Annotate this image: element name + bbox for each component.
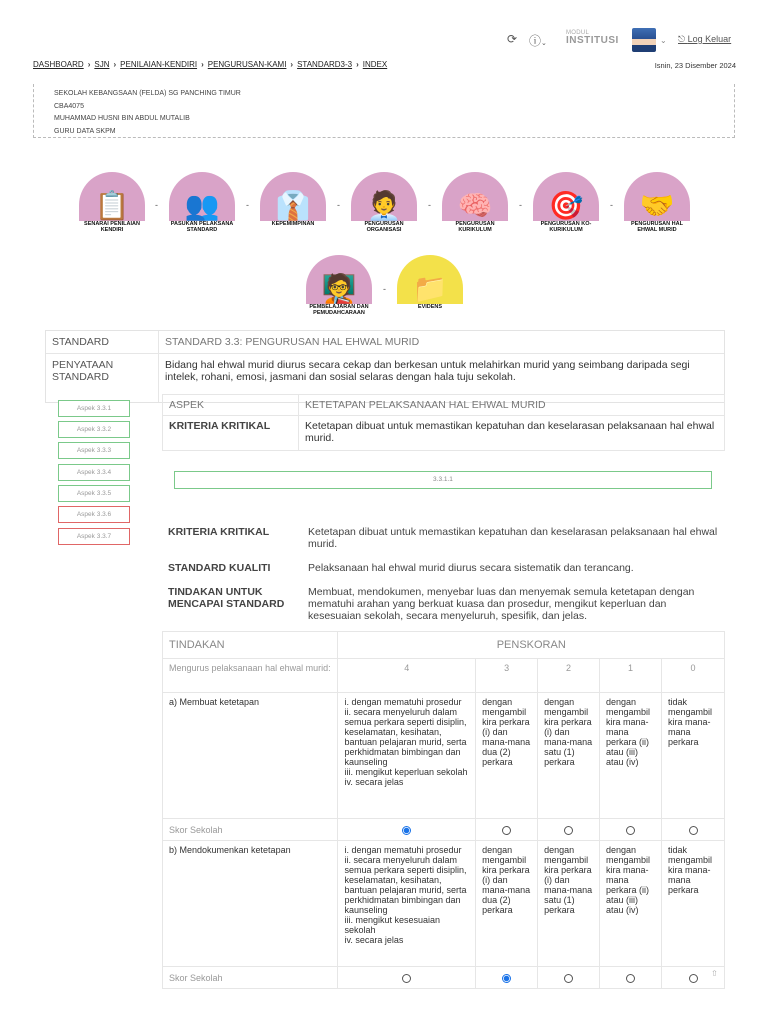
user-name: MUHAMMAD HUSNI BIN ABDUL MUTALIB [54, 115, 190, 122]
breadcrumb-penilaian-kendiri[interactable]: PENILAIAN-KENDIRI [120, 60, 198, 69]
kualiti-value: Pelaksanaan hal ehwal murid diurus secara sistematik dan terancang. [308, 562, 634, 574]
team-icon: 👥 [184, 190, 220, 221]
score-1: 1 [600, 659, 662, 693]
score-radio-b-3[interactable] [502, 974, 511, 983]
nav-kepemimpinan[interactable] [257, 172, 329, 227]
chevron-right-icon: › [113, 60, 117, 69]
kriteria-label: KRITERIA KRITIKAL [168, 526, 270, 538]
current-date: Isnin, 23 Disember 2024 [654, 61, 736, 70]
nav-label: KEPEMIMPINAN [257, 221, 329, 227]
aspek-box [162, 394, 725, 451]
separator: - [337, 200, 340, 210]
teacher-icon: 🧑‍🏫 [321, 273, 357, 304]
radio-cell [338, 967, 476, 989]
icon-circle [624, 172, 690, 224]
organization-icon: 🧑‍💼 [366, 190, 402, 221]
breadcrumb [33, 60, 387, 69]
criteria-1: dengan mengambil kira mana-mana perkara (ii) atau (iii) atau (iv) [600, 841, 662, 967]
score-3: 3 [476, 659, 538, 693]
criteria-3: dengan mengambil kira perkara (i) dan mana-mana dua (2) perkara [476, 841, 538, 967]
criteria-0: tidak mengambil kira mana-mana perkara [662, 693, 725, 819]
kriteria-label: KRITERIA KRITIKAL [163, 416, 299, 450]
standard-label: STANDARD [46, 331, 159, 353]
icon-circle [169, 172, 235, 224]
nav-pengurusan-hal-ehwal-murid[interactable] [621, 172, 693, 233]
nav-label: PENGURUSAN KO-KURIKULUM [530, 221, 602, 233]
sub-aspek-button-3-3-1-1[interactable]: 3.3.1.1 [174, 471, 712, 489]
breadcrumb-index[interactable]: INDEX [362, 60, 388, 69]
score-radio-b-0[interactable] [689, 974, 698, 983]
breadcrumb-sjn[interactable]: SJN [94, 60, 110, 69]
tindakan-item: b) Mendokumenkan ketetapan [163, 841, 338, 967]
module-indicator[interactable] [566, 30, 619, 46]
help-icon[interactable]: ⓘ⌄ [529, 34, 547, 48]
top-bar [0, 28, 768, 54]
aspek-button-3-3-5[interactable]: Aspek 3.3.5 [58, 485, 130, 502]
tindakan-header: TINDAKAN [163, 632, 338, 659]
chevron-right-icon: › [201, 60, 204, 69]
nav-label: PENGURUSAN HAL EHWAL MURID [621, 221, 693, 233]
aspek-button-3-3-1[interactable]: Aspek 3.3.1 [58, 400, 130, 417]
folder-icon: 📁 [412, 273, 448, 304]
separator: - [246, 200, 249, 210]
criteria-2: dengan mengambil kira perkara (i) dan mana-mana satu (1) perkara [538, 841, 600, 967]
penskoran-header: PENSKORAN [338, 632, 725, 659]
nav-pengurusan-kurikulum[interactable] [439, 172, 511, 233]
score-radio-a-3[interactable] [502, 826, 511, 835]
scoring-intro: Mengurus pelaksanaan hal ehwal murid: [163, 659, 338, 693]
aspek-value: KETETAPAN PELAKSANAAN HAL EHWAL MURID [299, 395, 724, 416]
aspek-label: ASPEK [163, 395, 299, 416]
radio-cell [538, 819, 600, 841]
standard-title: STANDARD 3.3: PENGURUSAN HAL EHWAL MURID [165, 336, 420, 348]
score-0: 0 [662, 659, 725, 693]
checklist-icon: 📋 [94, 190, 130, 221]
score-2: 2 [538, 659, 600, 693]
radio-cell [662, 819, 725, 841]
kualiti-label: STANDARD KUALITI [168, 562, 271, 574]
nav-pengurusan-ko-kurikulum[interactable] [530, 172, 602, 233]
criteria-3: dengan mengambil kira perkara (i) dan mana-mana dua (2) perkara [476, 693, 538, 819]
kriteria-row [162, 524, 725, 552]
icon-circle [79, 172, 145, 224]
separator: - [383, 284, 386, 294]
module-name: INSTITUSI [566, 35, 619, 46]
target-icon: 🎯 [548, 190, 584, 221]
user-role: GURU DATA SKPM [54, 127, 116, 135]
logout-label: Log Keluar [687, 34, 732, 44]
separator: - [428, 200, 431, 210]
nav-pengurusan-organisasi[interactable] [348, 172, 420, 233]
school-name: SEKOLAH KEBANGSAAN (FELDA) SG PANCHING TIMUR [54, 90, 241, 97]
icon-circle [260, 172, 326, 224]
score-radio-b-1[interactable] [626, 974, 635, 983]
score-radio-b-2[interactable] [564, 974, 573, 983]
scoring-header-row [163, 632, 725, 659]
table-row [163, 841, 725, 967]
icon-circle [351, 172, 417, 224]
score-radio-a-2[interactable] [564, 826, 573, 835]
school-code: CBA4075 [54, 102, 84, 110]
leaders-icon: 👔 [275, 190, 311, 221]
radio-cell [476, 967, 538, 989]
radio-cell [476, 819, 538, 841]
separator: - [155, 200, 158, 210]
score-radio-a-4[interactable] [402, 826, 411, 835]
score-radio-b-4[interactable] [402, 974, 411, 983]
icon-circle [533, 172, 599, 224]
icon-circle [306, 255, 372, 307]
kriteria-value: Ketetapan dibuat untuk memastikan kepatuhan dan keselarasan pelaksanaan hal ehwal murid. [308, 526, 718, 550]
penyataan-label: PENYATAAN STANDARD [46, 354, 159, 402]
icon-circle [442, 172, 508, 224]
penyataan-text: Bidang hal ehwal murid diurus secara cekap dan berkesan untuk melahirkan murid yang seimbang daripada segi intelek, rohani, emosi, jasmani dan sosial selaras dengan hala tuju sekolah. [165, 359, 690, 383]
aspek-button-3-3-7[interactable]: Aspek 3.3.7 [58, 528, 130, 545]
nav-senarai-penilaian-kendiri[interactable] [76, 172, 148, 233]
radio-cell [538, 967, 600, 989]
standard-table [45, 330, 725, 403]
aspek-button-3-3-4[interactable]: Aspek 3.3.4 [58, 464, 130, 481]
brain-icon: 🧠 [457, 190, 493, 221]
breadcrumb-dashboard[interactable]: DASHBOARD [33, 60, 84, 69]
separator: - [610, 200, 613, 210]
detail-section [162, 524, 725, 632]
logout-link[interactable] [678, 34, 731, 45]
aspek-button-3-3-3[interactable]: Aspek 3.3.3 [58, 442, 130, 459]
meeting-icon: 🤝 [639, 190, 675, 221]
kualiti-row [162, 560, 725, 576]
radio-cell [338, 819, 476, 841]
module-caption: MODUL [566, 30, 590, 36]
skor-row [163, 967, 725, 989]
nav-label: PASUKAN PELAKSANA STANDARD [166, 221, 238, 233]
scoring-table [162, 631, 725, 989]
avatar[interactable] [632, 28, 656, 52]
aspek-row [163, 395, 724, 416]
chevron-right-icon: › [290, 60, 294, 69]
tindakan-item: a) Membuat ketetapan [163, 693, 338, 819]
separator: - [519, 200, 522, 210]
radio-cell [600, 819, 662, 841]
tindakan-value: Membuat, mendokumen, menyebar luas dan menyemak semula ketetapan dengan mematuhi arahan yang berkuat kuasa dan prosedur, mengikut keperluan dan kesesuaian sekolah, secara menyeluruh, spesifik, dan jelas. [308, 586, 695, 622]
nav-label: PEMBELAJARAN DAN PEMUDAHCARAAN [303, 304, 375, 316]
criteria-4: i. dengan mematuhi prosedur ii. secara menyeluruh dalam semua perkara seperti disiplin, keselamatan, kesihatan, bantuan pelajaran murid, serta perkhidmatan bimbingan dan kaunseling iii. mengikut kesesuaian sekolah iv. secara jelas [338, 841, 476, 967]
scroll-top-icon[interactable]: ⇧ [711, 969, 718, 978]
criteria-4: i. dengan mematuhi prosedur ii. secara menyeluruh dalam semua perkara seperti disiplin, keselamatan, kesihatan, bantuan pelajaran murid, serta perkhidmatan bimbingan dan kaunseling iii. mengikut keperluan sekolah iv. secara jelas [338, 693, 476, 819]
nav-label: PENGURUSAN ORGANISASI [348, 221, 420, 233]
chevron-down-icon[interactable]: ⌄ [660, 36, 667, 45]
skor-label: Skor Sekolah [163, 819, 338, 841]
criteria-1: dengan mengambil kira mana-mana perkara (ii) atau (iii) atau (iv) [600, 693, 662, 819]
nav-label: EVIDENS [394, 304, 466, 310]
tindakan-label: TINDAKAN UNTUK MENCAPAI STANDARD [168, 586, 285, 610]
score-radio-a-1[interactable] [626, 826, 635, 835]
refresh-icon[interactable]: ⟳ [507, 32, 518, 46]
chevron-right-icon: › [87, 60, 91, 69]
score-4: 4 [338, 659, 476, 693]
aspek-button-3-3-2[interactable]: Aspek 3.3.2 [58, 421, 130, 438]
aspek-button-3-3-6[interactable]: Aspek 3.3.6 [58, 506, 130, 523]
nav-evidens[interactable] [394, 255, 466, 310]
radio-cell [600, 967, 662, 989]
breadcrumb-pengurusan-kami[interactable]: PENGURUSAN-KAMI [207, 60, 287, 69]
score-number-row [163, 659, 725, 693]
skor-row [163, 819, 725, 841]
nav-label: PENGURUSAN KURIKULUM [439, 221, 511, 233]
logout-icon: ⎋ [678, 34, 688, 44]
kriteria-value: Ketetapan dibuat untuk memastikan kepatuhan dan keselarasan pelaksanaan hal ehwal murid. [305, 420, 715, 444]
icon-circle [397, 255, 463, 307]
standard-row [46, 331, 724, 354]
criteria-0: tidak mengambil kira mana-mana perkara [662, 841, 725, 967]
nav-pembelajaran-pemudahcaraan[interactable] [303, 255, 375, 316]
score-radio-a-0[interactable] [689, 826, 698, 835]
breadcrumb-standard3-3[interactable]: STANDARD3-3 [297, 60, 353, 69]
skor-label: Skor Sekolah [163, 967, 338, 989]
table-row [163, 693, 725, 819]
nav-pasukan-pelaksana-standard[interactable] [166, 172, 238, 233]
tindakan-row [162, 584, 725, 624]
nav-label: SENARAI PENILAIAN KENDIRI [76, 221, 148, 233]
chevron-right-icon: › [356, 60, 359, 69]
kriteria-row [163, 416, 724, 450]
user-info-box [33, 84, 735, 138]
criteria-2: dengan mengambil kira perkara (i) dan mana-mana satu (1) perkara [538, 693, 600, 819]
